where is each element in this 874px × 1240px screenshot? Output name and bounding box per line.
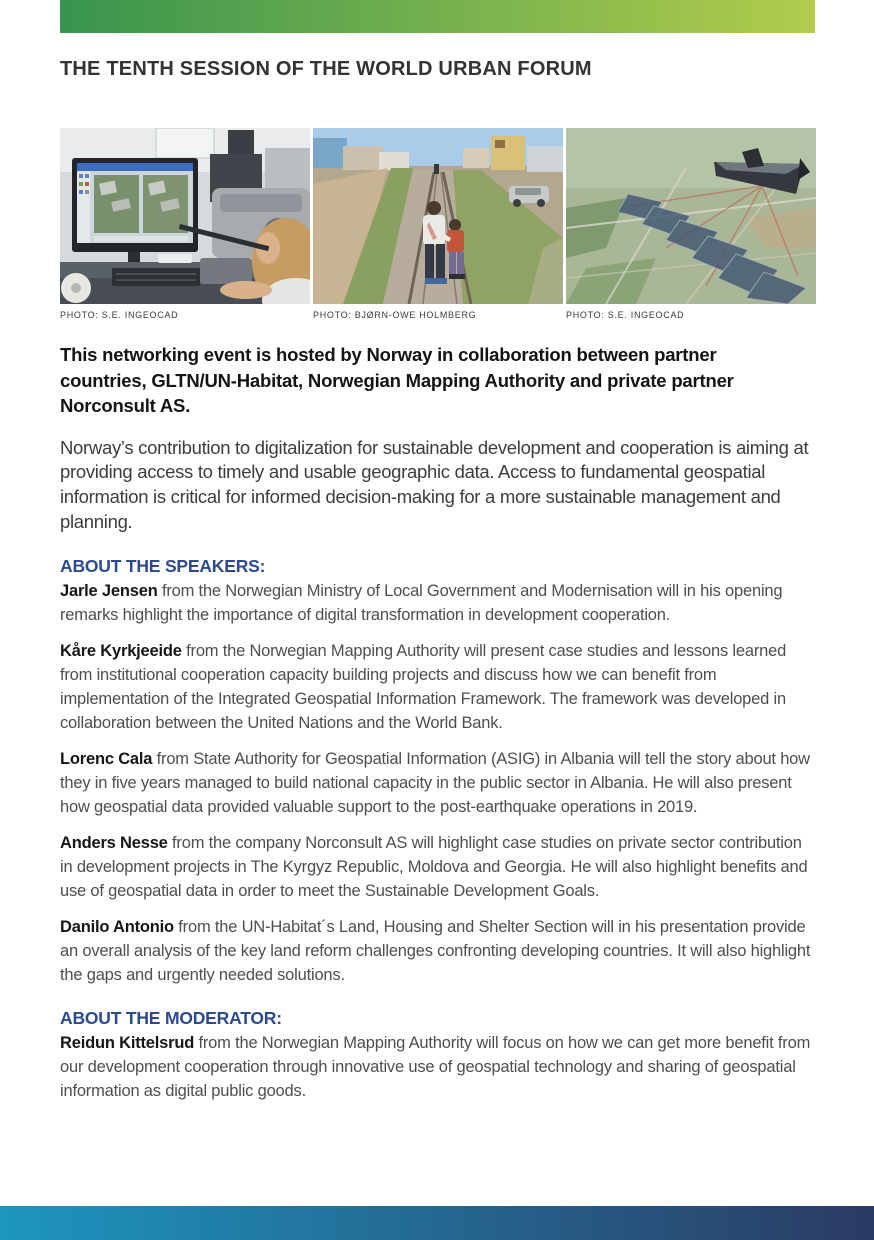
moderator-text: from the Norwegian Mapping Authority will focus on how we can get more benefit from our development cooperation through innovative use of geospatial technology and sharing of geospatial information as digital public goods. [60,1033,811,1100]
intro-paragraph: This networking event is hosted by Norway in collaboration between partner countries, GLTN/UN-Habitat, Norwegian Mapping Authority and private partner Norconsult AS. [60,344,734,416]
speaker-text: from the company Norconsult AS will highlight case studies on private sector contribution in development projects in The Kyrgyz Republic, Moldova and Georgia. He will also highlight benefits and use of geospatial data in order to meet the Sustainable Development Goals. [60,833,808,900]
moderator-paragraph-reidun-kittelsrud [60,1031,815,1103]
top-gradient-bar [60,0,815,33]
moderator-section [60,1007,815,1103]
photo-caption: PHOTO: BJØRN-OWE HOLMBERG [313,310,477,320]
photogrammetry-workstation-photo [60,128,310,304]
photo-caption: PHOTO: S.E. INGEOCAD [60,310,179,320]
speaker-paragraph-jarle-jensen [60,579,815,627]
speakers-heading: ABOUT THE SPEAKERS: [60,555,266,576]
speaker-name: Danilo Antonio [60,917,174,936]
woman-child-railway-photo [313,128,563,304]
speaker-text: from the Norwegian Mapping Authority will present case studies and lessons learned from institutional cooperation capacity building projects and discuss how we can benefit from implementation of the Integrated Geospatial Information Framework. The framework was developed in collaboration between the United Nations and the World Bank. [60,641,787,732]
drone-aerial-survey-photo [566,128,816,304]
speaker-paragraph-danilo-antonio [60,915,815,987]
photo-drone [566,128,816,320]
speaker-paragraph-anders-nesse [60,831,815,903]
speaker-text: from the Norwegian Ministry of Local Government and Modernisation will in his opening remarks highlight the importance of digital transformation in development cooperation. [60,581,783,624]
photo-workstation [60,128,310,320]
moderator-heading: ABOUT THE MODERATOR: [60,1007,282,1028]
speaker-name: Anders Nesse [60,833,168,852]
speaker-name: Lorenc Cala [60,749,153,768]
speakers-section [60,555,815,987]
bottom-gradient-bar [0,1206,874,1240]
speaker-name: Jarle Jensen [60,581,158,600]
speaker-text: from the UN-Habitat´s Land, Housing and Shelter Section will in his presentation provide an overall analysis of the key land reform challenges confronting developing countries. It will also highlight the gaps and urgently needed solutions. [60,917,811,984]
photo-strip [60,128,815,320]
speaker-text: from State Authority for Geospatial Information (ASIG) in Albania will tell the story about how they in five years managed to build national capacity in the public sector in Albania. He will also present how geospatial data provided valuable support to the post-earthquake operations in 2019. [60,749,810,816]
photo-railway [313,128,563,320]
photo-caption: PHOTO: S.E. INGEOCAD [566,310,685,320]
speaker-name: Kåre Kyrkjeeide [60,641,182,660]
page-title: THE TENTH SESSION OF THE WORLD URBAN FORUM [60,58,592,80]
speaker-paragraph-kare-kyrkjeeide [60,639,815,735]
lead-paragraph: Norway’s contribution to digitalization for sustainable development and cooperation is aiming at providing access to timely and usable geographic data. Access to fundamental geospatial information is critical for informed decision-making for a more sustainable management and planning. [60,436,809,532]
moderator-name: Reidun Kittelsrud [60,1033,195,1052]
speaker-paragraph-lorenc-cala [60,747,815,819]
